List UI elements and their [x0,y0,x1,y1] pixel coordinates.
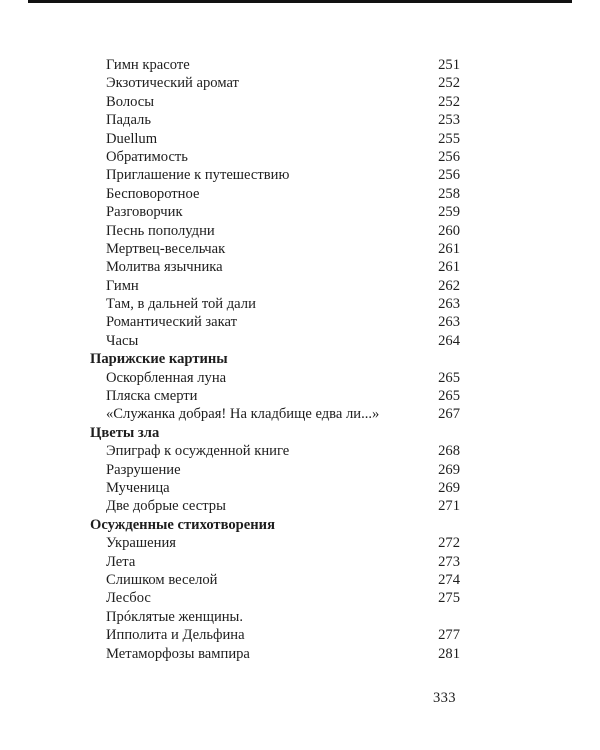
toc-entry [90,461,460,479]
entry-page-number: 271 [438,498,460,515]
entry-page-number: 252 [438,93,460,110]
toc-entry [90,166,460,184]
toc-entry [90,240,460,258]
entry-title-line: Ипполита и Дельфина [106,627,245,644]
toc-entry [90,74,460,92]
toc-entry [90,442,460,460]
page-top-edge [28,0,572,3]
toc-entry [90,645,460,663]
entry-title: Лета [106,553,136,570]
entry-title: Приглашение к путешествию [106,167,290,184]
toc-entry [90,130,460,148]
entry-title: Романтический закат [106,314,237,331]
entry-title: Две добрые сестры [106,498,226,515]
entry-title: Волосы [106,93,155,110]
entry-page-number: 256 [438,167,460,184]
entry-title: Бесповоротное [106,185,200,202]
toc-entry [90,222,460,240]
entry-page-number: 277 [438,627,460,644]
entry-page-number: 253 [438,112,460,129]
entry-title: Эпиграф к осужденной книге [106,443,290,460]
entry-title: Экзотический аромат [106,75,239,92]
toc-entry [90,295,460,313]
entry-title: Пляска смерти [106,388,198,405]
entry-title: Там, в дальней той дали [106,296,256,313]
entry-page-number: 273 [438,553,460,570]
entry-title: Слишком веселой [106,571,218,588]
entry-title: Duellum [106,130,158,147]
toc-entry [90,534,460,552]
entry-title: Часы [106,332,139,349]
section-title: Парижские картины [90,351,228,368]
entry-title: Песнь пополудни [106,222,215,239]
entry-page-number: 263 [438,296,460,313]
entry-title: Разговорчик [106,204,183,221]
toc-entry [90,148,460,166]
entry-page-number: 252 [438,75,460,92]
toc-entry [90,93,460,111]
toc-entry [90,56,460,74]
toc-entry [90,553,460,571]
toc-entry [90,497,460,515]
entry-page-number: 272 [438,535,460,552]
entry-page-number: 269 [438,479,460,496]
toc-entry [90,277,460,295]
toc-entry [90,111,460,129]
entry-page-number: 251 [438,57,460,73]
entry-page-number: 260 [438,222,460,239]
entry-title: Лесбос [106,590,151,607]
toc-entry [90,185,460,203]
entry-page-number: 256 [438,148,460,165]
toc-entry [90,203,460,221]
entry-title: Мертвец-весельчак [106,240,226,257]
entry-title: Метаморфозы вампира [106,645,250,662]
toc-entry [90,369,460,387]
entry-page-number: 261 [438,259,460,276]
toc-entry [90,387,460,405]
entry-title: Оскорбленная луна [106,369,227,386]
toc-section-heading [90,424,460,442]
entry-title: Украшения [106,535,176,552]
section-title: Цветы зла [90,424,160,441]
entry-page-number: 275 [438,590,460,607]
entry-page-number: 264 [438,332,460,349]
toc-entry [90,589,460,607]
entry-page-number: 261 [438,240,460,257]
entry-title: Мученица [106,479,170,496]
page-number: 333 [433,690,456,706]
entry-page-number: 259 [438,204,460,221]
entry-page-number: 281 [438,645,460,662]
entry-page-number: 268 [438,443,460,460]
entry-title: «Служанка добрая! На кладбище едва ли...» [106,406,380,423]
entry-page-number: 265 [438,369,460,386]
entry-title: Разрушение [106,461,181,478]
entry-title: Гимн [106,277,139,294]
toc-entry [90,332,460,350]
toc-entry [90,608,460,645]
section-title: Осужденные стихотворения [90,516,275,533]
entry-page-number: 258 [438,185,460,202]
entry-page-number: 262 [438,277,460,294]
entry-page-number: 267 [438,406,460,423]
toc-entry [90,405,460,423]
entry-page-number: 274 [438,571,460,588]
toc-section-heading [90,516,460,534]
toc-entry [90,479,460,497]
toc-entry [90,571,460,589]
entry-page-number: 263 [438,314,460,331]
toc-entry [90,258,460,276]
entry-title: Молитва язычника [106,259,223,276]
entry-title-line: Прóклятые женщины. [106,608,244,625]
entry-page-number: 269 [438,461,460,478]
toc-section-heading [90,350,460,368]
entry-title: Падаль [106,112,151,129]
entry-title: Обратимость [106,148,188,165]
entry-page-number: 265 [438,388,460,405]
toc-entry [90,313,460,331]
entry-title [106,608,406,645]
entry-page-number: 255 [438,130,460,147]
entry-title: Гимн красоте [106,57,190,73]
table-of-contents [90,56,460,663]
